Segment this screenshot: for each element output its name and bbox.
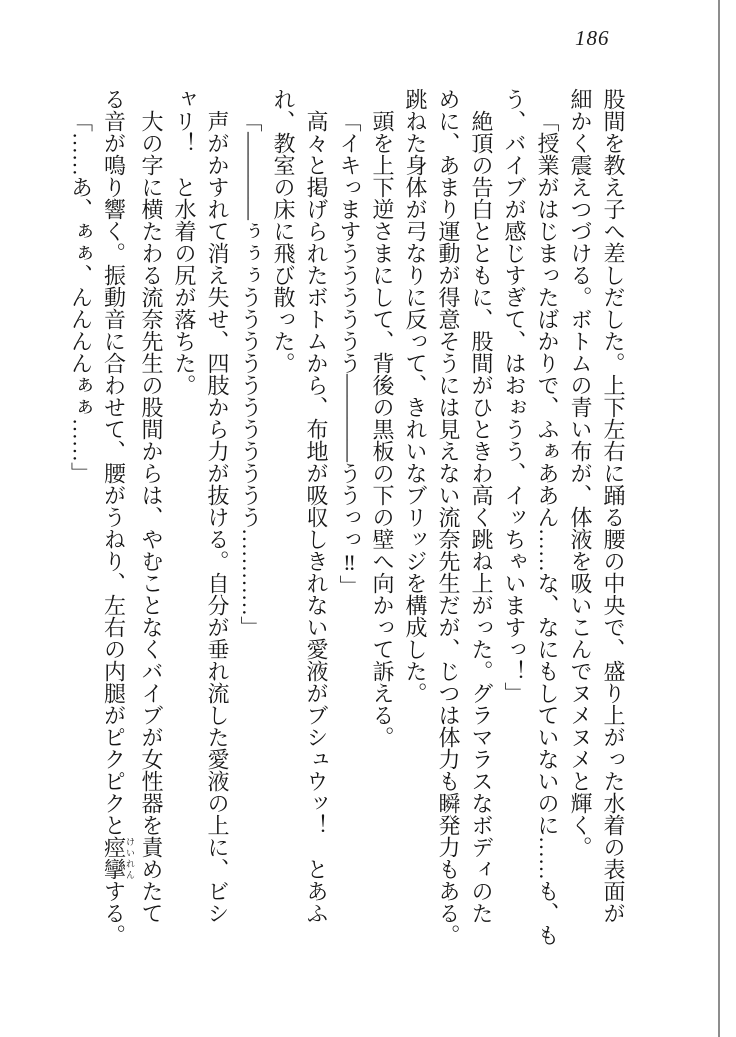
- page-number: 186: [575, 26, 610, 50]
- text-column: 高々と掲げられたボトムから、布地が吸収しきれない愛液がブシュウッ！ とあふ: [304, 110, 329, 924]
- text-column: 頭を上下逆さまにして、背後の黒板の下の壁へ向かって訴える。: [370, 110, 395, 748]
- text-column: る音が鳴り響く。振動音に合わせて、腰がうねり、左右の内腿がピクピクと痙攣けいれんする。: [101, 88, 135, 946]
- text-column: れ、教室の床に飛び散った。: [271, 88, 296, 374]
- text-column: 絶頂の告白とともに、股間がひときわ高く跳ね上がった。グラマラスなボディのた: [469, 110, 494, 924]
- text-column: 声がかすれて消え失せ、四肢から力が抜ける。自分が垂れ流した愛液の上に、ビシ: [205, 110, 230, 924]
- text-column: 大の字に横たわる流奈先生の股間からは、やむことなくバイブが女性器を責めたて: [139, 110, 164, 924]
- text-column: 跳ねた身体が弓なりに反って、きれいなブリッジを構成した。: [403, 88, 428, 704]
- furigana-ruby: 痙攣けいれん: [101, 836, 135, 880]
- page-edge-line: [718, 0, 720, 1037]
- text-block: [65, 88, 631, 978]
- text-column: う、バイブが感じすぎて、はおぉうう、イッちゃいますっ！」: [502, 88, 527, 704]
- text-column: 「……あ、ぁぁ、んんんんぁぁ……」: [68, 110, 94, 484]
- text-column: めに、あまり運動が得意そうには見えない流奈先生だが、じつは体力も瞬発力もある。: [436, 88, 461, 946]
- text-column: 股間を教え子へ差しだした。上下左右に踊る腰の中央で、盛り上がった水着の表面が: [601, 88, 626, 924]
- text-column: 細かく震えつづける。ボトムの青い布が、体液を吸いこんでヌメヌメと輝く。: [568, 88, 593, 858]
- text-column: 「イキっますうううううう――――ううっっ‼」: [337, 110, 362, 597]
- text-column: 「――――ぅぅぅううううううううううう…………」: [238, 110, 263, 638]
- text-column: 「授業がはじまったばかりで、ふぁああん……な、なにもしていないのに……も、も: [535, 110, 560, 946]
- text-column: ャリ！ と水着の尻が落ちた。: [172, 88, 197, 396]
